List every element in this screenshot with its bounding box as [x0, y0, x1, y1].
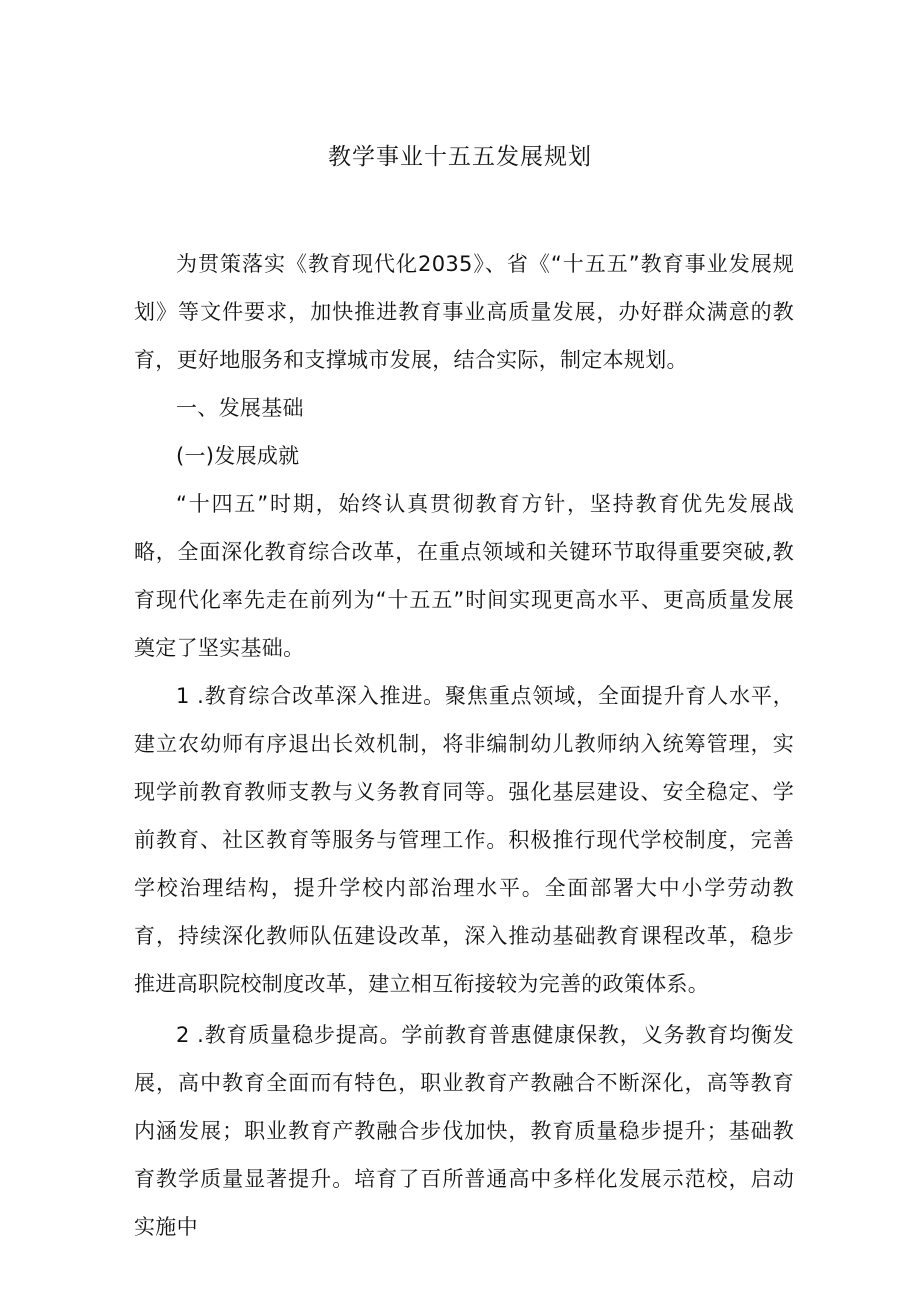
intro-paragraph: 为贯策落实《教育现代化2035》、省《“十五五”教育事业发展规划》等文件要求，加快推进教育事业高质量发展，办好群众满意的教育，更好地服务和支撑城市发展，结合实际，制定本规划。 — [134, 252, 794, 372]
reform-paragraph: 1 .教育综合改革深入推进。聚焦重点领域，全面提升育人水平，建立农幼师有序退出长效机制，将非编制幼儿教师纳入统筹管理，实现学前教育教师支教与义务教育同等。强化基层建设、安全稳定、学前教育、社区教育等服务与管理工作。积极推行现代学校制度，完善学校治理结构，提升学校内部治理水平。全面部署大中小学劳动教育，持续深化教师队伍建设改革，深入推动基础教育课程改革，稳步推进高职院校制度改革，建立相互衔接较为完善的政策体系。 — [134, 684, 794, 996]
document-body — [134, 240, 794, 1251]
subsection-heading: (一)发展成就 — [176, 444, 300, 468]
section-heading: 一、发展基础 — [176, 396, 304, 420]
page-title: 教学事业十五五发展规划 — [328, 144, 592, 170]
quality-paragraph: 2 .教育质量稳步提高。学前教育普惠健康保教，义务教育均衡发展，高中教育全面而有特色，职业教育产教融合不断深化，高等教育内涵发展；职业教育产教融合步伐加快，教育质量稳步提升；基础教育教学质量显著提升。培育了百所普通高中多样化发展示范校，启动实施中 — [134, 1023, 794, 1239]
achievements-paragraph: “十四五”时期，始终认真贯彻教育方针，坚持教育优先发展战略，全面深化教育综合改革，在重点领域和关键环节取得重要突破,教育现代化率先走在前列为“十五五”时间实现更高水平、更高质量发展奠定了坚实基础。 — [134, 492, 794, 660]
